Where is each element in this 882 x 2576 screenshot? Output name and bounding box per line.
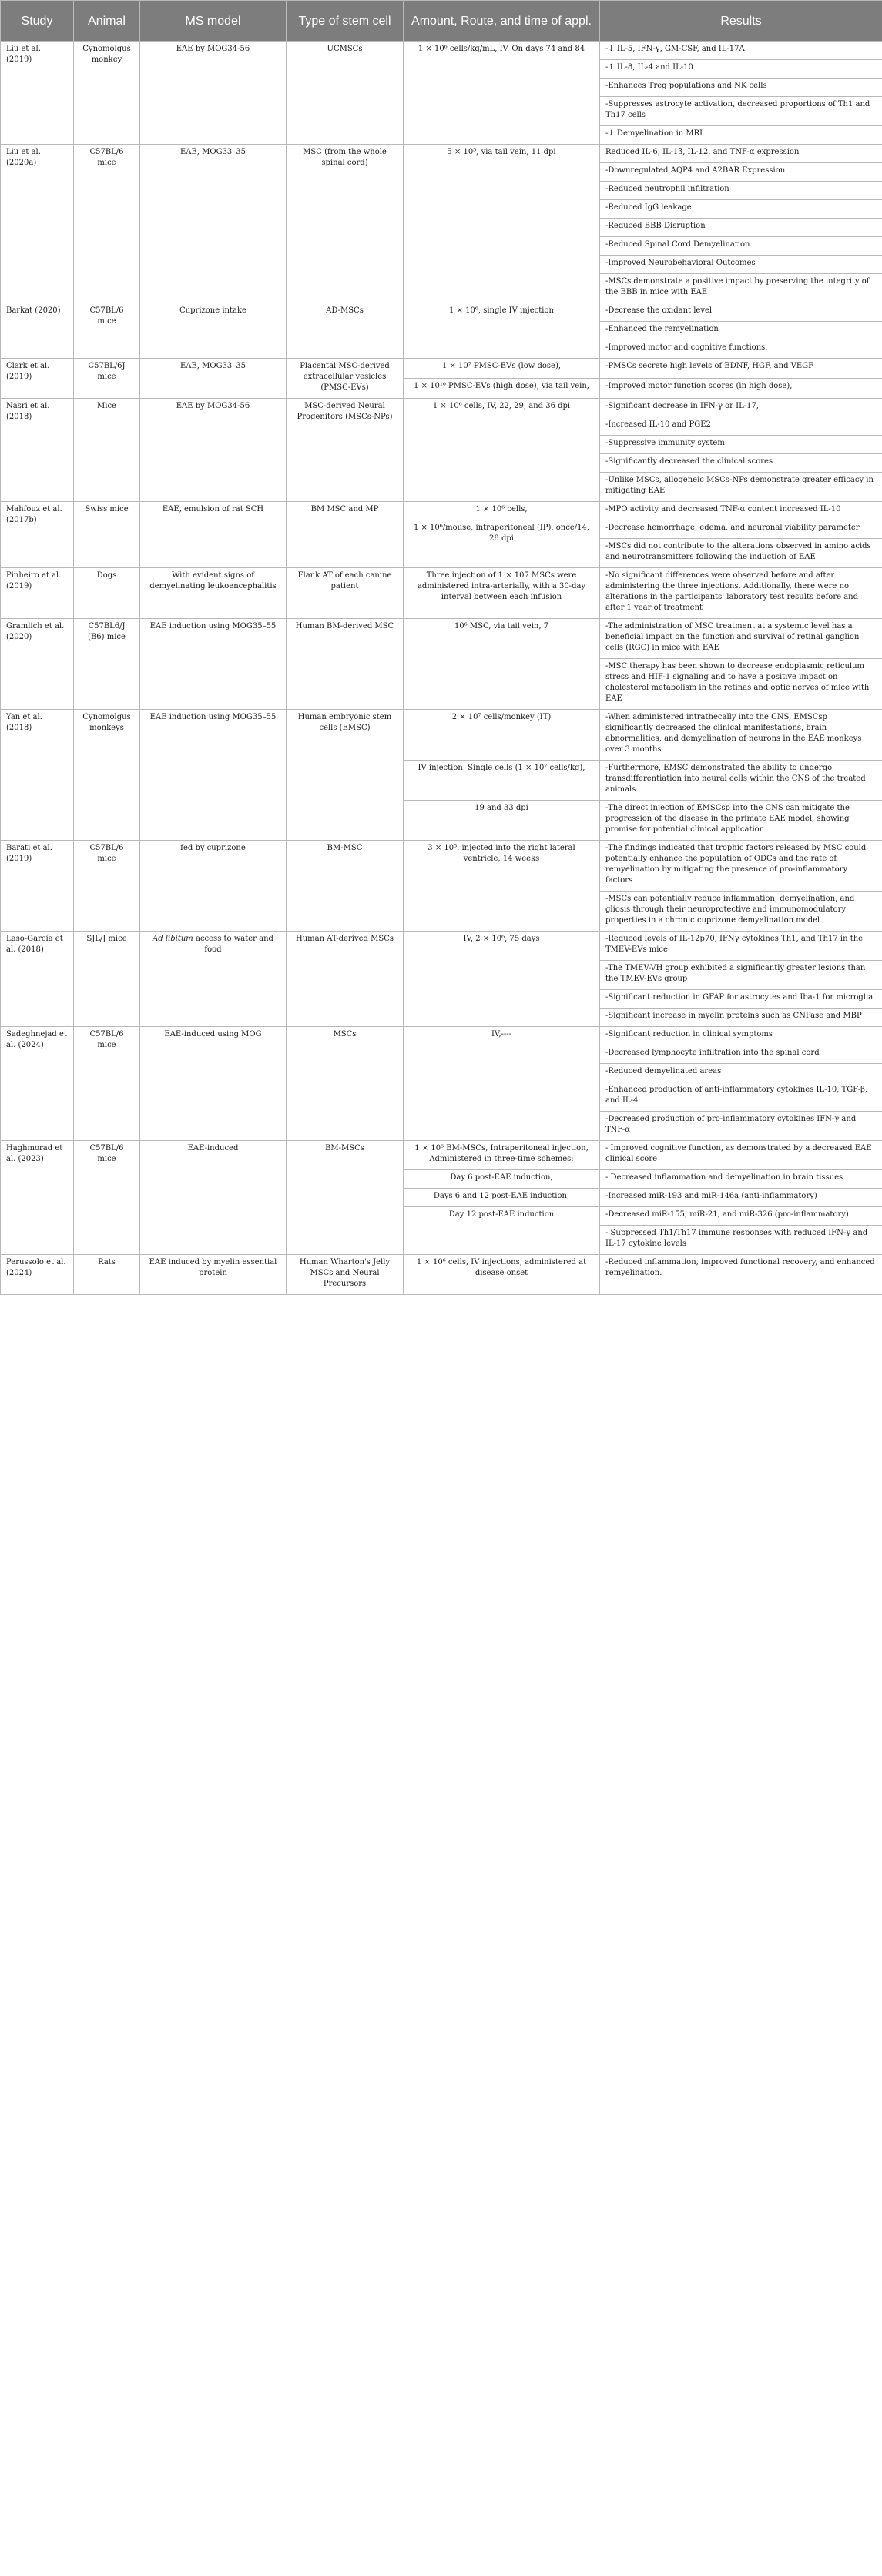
- stem-cell-type-cell: MSCs: [287, 1027, 404, 1141]
- amount-route-time-cell: 2 × 10⁷ cells/monkey (IT): [404, 710, 600, 761]
- table-body: [1, 42, 882, 1295]
- result-cell: -MSC therapy has been shown to decrease endoplasmic reticulum stress and HIF-1 signaling and to have a positive impact on cholesterol metabolism in the retinas and optic nerves of mice with EAE: [600, 659, 882, 710]
- study-cell: Nasri et al. (2018): [1, 399, 74, 502]
- stem-cell-type-cell: UCMSCs: [287, 42, 404, 145]
- amount-route-time-cell: IV,----: [404, 1027, 600, 1141]
- result-cell: -Reduced levels of IL-12p70, IFNγ cytokines Th1, and Th17 in the TMEV-EVs mice: [600, 932, 882, 961]
- study-cell: Barati et al. (2019): [1, 841, 74, 932]
- result-cell: -MPO activity and decreased TNF-α content increased IL-10: [600, 502, 882, 520]
- study-cell: Pinheiro et al. (2019): [1, 568, 74, 619]
- amount-route-time-cell: 1 × 10⁶ BM-MSCs, Intraperitoneal injection, Administered in three-time schemes:: [404, 1141, 600, 1170]
- amount-route-time-cell: 1 × 10⁶/mouse, intraperitoneal (IP), once/14, 28 dpi: [404, 520, 600, 568]
- result-cell: -MSCs demonstrate a positive impact by preserving the integrity of the BBB in mice with EAE: [600, 274, 882, 303]
- result-cell: -↓ Demyelination in MRI: [600, 126, 882, 145]
- animal-cell: Rats: [74, 1255, 140, 1295]
- amount-route-time-cell: Three injection of 1 × 107 MSCs were administered intra-arterially, with a 30-day interval between each infusion: [404, 568, 600, 619]
- stem-cell-type-cell: AD-MSCs: [287, 303, 404, 359]
- result-cell: -Reduced BBB Disruption: [600, 219, 882, 237]
- stem-cell-type-cell: BM-MSC: [287, 841, 404, 932]
- animal-cell: C57BL/6 mice: [74, 1141, 140, 1255]
- result-cell: -Reduced demyelinated areas: [600, 1064, 882, 1082]
- table-row: [1, 399, 882, 417]
- column-header-amount: Amount, Route, and time of appl.: [404, 1, 600, 42]
- ms-model-cell: EAE-induced using MOG: [140, 1027, 287, 1141]
- result-cell: - Suppressed Th1/Th17 immune responses with reduced IFN-γ and IL-17 cytokine levels: [600, 1226, 882, 1255]
- result-cell: -Suppressive immunity system: [600, 436, 882, 454]
- stem-cell-type-cell: MSC-derived Neural Progenitors (MSCs-NPs): [287, 399, 404, 502]
- result-cell: -Significant reduction in GFAP for astrocytes and Iba-1 for microglia: [600, 990, 882, 1009]
- stem-cell-type-cell: Human embryonic stem cells (EMSC): [287, 710, 404, 841]
- stem-cell-type-cell: BM MSC and MP: [287, 502, 404, 568]
- result-cell: -Improved motor function scores (in high dose),: [600, 379, 882, 399]
- study-cell: Liu et al. (2019): [1, 42, 74, 145]
- result-cell: -↓ IL-5, IFN-γ, GM-CSF, and IL-17A: [600, 42, 882, 60]
- amount-route-time-cell: Day 12 post-EAE induction: [404, 1207, 600, 1255]
- amount-route-time-cell: IV injection. Single cells (1 × 10⁷ cells/kg),: [404, 761, 600, 801]
- result-cell: -No significant differences were observed before and after administering the three injections. Additionally, there were no alterations in the participants' laboratory test results before and after 1 year of treatment: [600, 568, 882, 619]
- animal-cell: C57BL6/J (B6) mice: [74, 619, 140, 710]
- ms-model-cell: Cuprizone intake: [140, 303, 287, 359]
- animal-cell: Mice: [74, 399, 140, 502]
- result-cell: -Increased IL-10 and PGE2: [600, 417, 882, 436]
- ms-model-cell: EAE, MOG33–35: [140, 145, 287, 303]
- table-row: [1, 145, 882, 163]
- animal-cell: Dogs: [74, 568, 140, 619]
- amount-route-time-cell: 1 × 10⁶ cells,: [404, 502, 600, 520]
- result-cell: -Decrease hemorrhage, edema, and neuronal viability parameter: [600, 520, 882, 539]
- table-row: [1, 710, 882, 761]
- result-cell: -PMSCs secrete high levels of BDNF, HGF, and VEGF: [600, 359, 882, 379]
- table-row: [1, 359, 882, 379]
- result-cell: -Reduced neutrophil infiltration: [600, 182, 882, 200]
- result-cell: -Decreased miR-155, miR-21, and miR-326 (pro-inflammatory): [600, 1207, 882, 1226]
- ms-model-cell: [140, 932, 287, 1027]
- study-cell: Haghmorad et al. (2023): [1, 1141, 74, 1255]
- result-cell: -Decrease the oxidant level: [600, 303, 882, 322]
- animal-cell: C57BL/6 mice: [74, 1027, 140, 1141]
- column-header-ms-model: MS model: [140, 1, 287, 42]
- stem-cell-type-cell: Human BM-derived MSC: [287, 619, 404, 710]
- animal-cell: Cynomolgus monkeys: [74, 710, 140, 841]
- study-cell: Laso-García et al. (2018): [1, 932, 74, 1027]
- animal-cell: C57BL/6 mice: [74, 145, 140, 303]
- result-cell: -The administration of MSC treatment at a systemic level has a beneficial impact on the function and survival of retinal ganglion cells (RGC) in mice with EAE: [600, 619, 882, 659]
- result-cell: -Furthermore, EMSC demonstrated the ability to undergo transdifferentiation into neural cells within the CNS of the treated animals: [600, 761, 882, 801]
- table-row: [1, 502, 882, 520]
- result-cell: -When administered intrathecally into the CNS, EMSCsp significantly decreased the clinical manifestations, brain abnormalities, and demyelination of neurons in the EAE monkeys over 3 months: [600, 710, 882, 761]
- ms-model-cell: EAE, MOG33–35: [140, 359, 287, 399]
- stem-cell-type-cell: Placental MSC-derived extracellular vesicles (PMSC-EVs): [287, 359, 404, 399]
- result-cell: -Decreased lymphocyte infiltration into the spinal cord: [600, 1045, 882, 1064]
- ms-model-cell: EAE, emulsion of rat SCH: [140, 502, 287, 568]
- amount-route-time-cell: 1 × 10¹⁰ PMSC-EVs (high dose), via tail vein,: [404, 379, 600, 399]
- result-cell: -Reduced Spinal Cord Demyelination: [600, 237, 882, 256]
- amount-route-time-cell: 1 × 10⁶, single IV injection: [404, 303, 600, 359]
- result-cell: -MSCs can potentially reduce inflammation, demyelination, and gliosis through their neuroprotective and immunomodulatory properties in a chronic cuprizone demyelination model: [600, 892, 882, 932]
- amount-route-time-cell: Days 6 and 12 post-EAE induction,: [404, 1189, 600, 1207]
- result-cell: -Enhanced production of anti-inflammatory cytokines IL-10, TGF-β, and IL-4: [600, 1082, 882, 1112]
- result-cell: -Significantly decreased the clinical scores: [600, 454, 882, 473]
- stem-cell-type-cell: MSC (from the whole spinal cord): [287, 145, 404, 303]
- stem-cell-type-cell: Flank AT of each canine patient: [287, 568, 404, 619]
- amount-route-time-cell: 1 × 10⁶ cells, IV, 22, 29, and 36 dpi: [404, 399, 600, 502]
- study-cell: Barkat (2020): [1, 303, 74, 359]
- stem-cell-type-cell: BM-MSCs: [287, 1141, 404, 1255]
- result-cell: -Improved Neurobehavioral Outcomes: [600, 256, 882, 274]
- study-cell: Liu et al. (2020a): [1, 145, 74, 303]
- table-row: [1, 1255, 882, 1295]
- animal-cell: Cynomolgus monkey: [74, 42, 140, 145]
- study-cell: Sadeghnejad et al. (2024): [1, 1027, 74, 1141]
- result-cell: - Improved cognitive function, as demonstrated by a decreased EAE clinical score: [600, 1141, 882, 1170]
- table-row: [1, 841, 882, 892]
- ms-model-rest: access to water and food: [193, 935, 273, 954]
- result-cell: Reduced IL-6, IL-1β, IL-12, and TNF-α expression: [600, 145, 882, 163]
- result-cell: -Unlike MSCs, allogeneic MSCs-NPs demonstrate greater efficacy in mitigating EAE: [600, 473, 882, 502]
- result-cell: -The TMEV-VH group exhibited a significantly greater lesions than the TMEV-EVs group: [600, 961, 882, 990]
- table-row: [1, 303, 882, 322]
- result-cell: -Enhances Treg populations and NK cells: [600, 79, 882, 97]
- ms-model-cell: With evident signs of demyelinating leukoencephalitis: [140, 568, 287, 619]
- result-cell: -Significant decrease in IFN-γ or IL-17,: [600, 399, 882, 417]
- result-cell: - Decreased inflammation and demyelination in brain tissues: [600, 1170, 882, 1189]
- amount-route-time-cell: 1 × 10⁶ cells/kg/mL, IV, On days 74 and 84: [404, 42, 600, 145]
- result-cell: -Decreased production of pro-inflammatory cytokines IFN-γ and TNF-α: [600, 1112, 882, 1141]
- result-cell: -The direct injection of EMSCsp into the CNS can mitigate the progression of the disease in the primate EAE model, showing promise for potential clinical application: [600, 801, 882, 841]
- table-row: [1, 1027, 882, 1045]
- result-cell: -Reduced inflammation, improved functional recovery, and enhanced remyelination.: [600, 1255, 882, 1295]
- column-header-stem-cell: Type of stem cell: [287, 1, 404, 42]
- column-header-results: Results: [600, 1, 882, 42]
- ms-model-cell: EAE induced by myelin essential protein: [140, 1255, 287, 1295]
- stem-cell-type-cell: Human AT-derived MSCs: [287, 932, 404, 1027]
- result-cell: -Improved motor and cognitive functions,: [600, 340, 882, 359]
- ms-model-cell: fed by cuprizone: [140, 841, 287, 932]
- table-header-row: [1, 1, 882, 42]
- study-cell: Yan et al. (2018): [1, 710, 74, 841]
- ms-model-cell: EAE by MOG34-56: [140, 399, 287, 502]
- ms-model-cell: EAE induction using MOG35–55: [140, 619, 287, 710]
- result-cell: -Suppresses astrocyte activation, decreased proportions of Th1 and Th17 cells: [600, 97, 882, 126]
- animal-cell: SJL/J mice: [74, 932, 140, 1027]
- amount-route-time-cell: Day 6 post-EAE induction,: [404, 1170, 600, 1189]
- result-cell: -The findings indicated that trophic factors released by MSC could potentially enhance the population of ODCs and the rate of remyelination by mitigating the presence of pro-inflammatory factors: [600, 841, 882, 892]
- ms-model-cell: EAE by MOG34-56: [140, 42, 287, 145]
- study-cell: Perussolo et al. (2024): [1, 1255, 74, 1295]
- table-row: [1, 1141, 882, 1170]
- result-cell: -Significant increase in myelin proteins such as CNPase and MBP: [600, 1009, 882, 1027]
- amount-route-time-cell: 10⁶ MSC, via tail vein, 7: [404, 619, 600, 710]
- table-row: [1, 932, 882, 961]
- amount-route-time-cell: 3 × 10⁵, injected into the right lateral ventricle, 14 weeks: [404, 841, 600, 932]
- amount-route-time-cell: 1 × 10⁷ PMSC-EVs (low dose),: [404, 359, 600, 379]
- amount-route-time-cell: IV, 2 × 10⁶, 75 days: [404, 932, 600, 1027]
- column-header-animal: Animal: [74, 1, 140, 42]
- table-row: [1, 568, 882, 619]
- animal-cell: C57BL/6 mice: [74, 841, 140, 932]
- amount-route-time-cell: 5 × 10⁵, via tail vein, 11 dpi: [404, 145, 600, 303]
- column-header-study: Study: [1, 1, 74, 42]
- animal-cell: C57BL/6J mice: [74, 359, 140, 399]
- table-row: [1, 42, 882, 60]
- result-cell: -Downregulated AQP4 and A2BAR Expression: [600, 163, 882, 182]
- result-cell: -Reduced IgG leakage: [600, 200, 882, 219]
- amount-route-time-cell: 19 and 33 dpi: [404, 801, 600, 841]
- ms-model-cell: EAE-induced: [140, 1141, 287, 1255]
- result-cell: -Significant reduction in clinical symptoms: [600, 1027, 882, 1045]
- result-cell: -MSCs did not contribute to the alterations observed in amino acids and neurotransmitters following the induction of EAE: [600, 539, 882, 568]
- amount-route-time-cell: 1 × 10⁶ cells, IV injections, administered at disease onset: [404, 1255, 600, 1295]
- animal-cell: C57BL/6 mice: [74, 303, 140, 359]
- ms-model-italic: Ad libitum: [153, 935, 193, 943]
- study-cell: Gramlich et al. (2020): [1, 619, 74, 710]
- result-cell: -Increased miR-193 and miR-146a (anti-inflammatory): [600, 1189, 882, 1207]
- result-cell: -↑ IL-8, IL-4 and IL-10: [600, 60, 882, 79]
- animal-cell: Swiss mice: [74, 502, 140, 568]
- table-row: [1, 619, 882, 659]
- stem-cell-type-cell: Human Wharton's Jelly MSCs and Neural Precursors: [287, 1255, 404, 1295]
- study-cell: Mahfouz et al. (2017b): [1, 502, 74, 568]
- ms-model-cell: EAE induction using MOG35–55: [140, 710, 287, 841]
- result-cell: -Enhanced the remyelination: [600, 322, 882, 340]
- study-cell: Clark et al. (2019): [1, 359, 74, 399]
